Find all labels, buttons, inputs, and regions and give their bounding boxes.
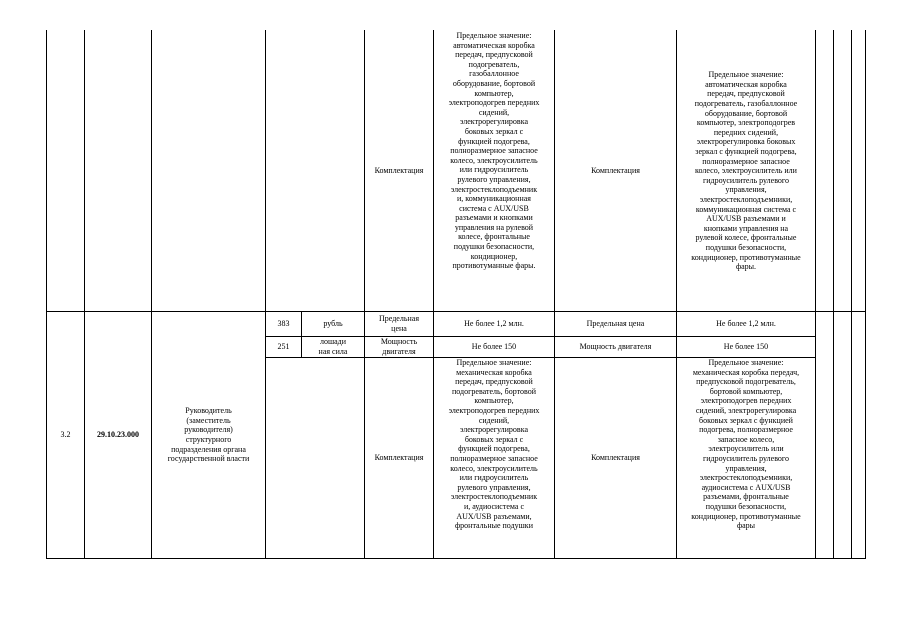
item-number: 3.2: [60, 430, 71, 440]
equipment-3-2-label-right: Комплектация: [591, 453, 640, 463]
grid-line: [265, 30, 266, 559]
power-label-right: Мощность двигателя: [579, 342, 652, 352]
grid-line: [815, 30, 816, 559]
grid-line: [865, 30, 866, 559]
grid-line: [851, 30, 852, 559]
price-label-right: Предельная цена: [586, 319, 645, 329]
power-value-right: Не более 150: [723, 342, 769, 352]
equipment-label-left: Комплектация: [374, 166, 424, 176]
equipment-limit-text-left: Предельное значение: автоматическая коробка передач, предпусковой подогреватель, газобаллонное оборудование, бортовой компьютер, электроподогрев передних сидений, электрорегулировка боковых зеркал с функцией подогрева, полноразмерное запасное колесо, электроусилитель или гидроусилитель рулевого управления, электростеклоподъемник и, коммуникационная система с AUX/USB разъемами и кнопками управления на рулевой колесе, фронтальные подушки безопасности, кондиционер, противотуманные фары.: [448, 31, 540, 271]
equipment-3-2-limit-text-right: Предельное значение: механическая коробка передач, предпусковой подогреватель, бортовой компьютер, электроподогрев передних сидений, электрорегулировка боковых зеркал с функцией подогрева, полноразмерное запасное колесо, электроусилитель или гидроусилитель рулевого управления, электростеклоподъемники, аудиосистема с AUX/USB разъемами, фронтальные подушки безопасности, кондиционер, противотуманные фары: [691, 358, 801, 531]
power-value-left: Не более 150: [471, 342, 517, 352]
price-unit-name: рубль: [323, 319, 343, 329]
grid-line: [833, 30, 834, 559]
item-code: 29.10.23.000: [97, 430, 139, 440]
price-label-left: Предельная цена: [379, 314, 419, 333]
equipment-label-right: Комплектация: [591, 166, 640, 176]
price-unit-code: 383: [277, 319, 290, 329]
power-label-left: Мощность двигателя: [380, 337, 418, 356]
power-unit-name: лошади ная сила: [318, 337, 348, 356]
power-unit-code: 251: [277, 342, 290, 352]
grid-line: [46, 558, 865, 559]
price-value-left: Не более 1,2 млн.: [464, 319, 524, 329]
equipment-limit-text-right: Предельное значение: автоматическая коробка передач, предпусковой подогреватель, газобаллонное оборудование, бортовой компьютер, электроподогрев передних сидений, электрорегулировка боковых зеркал с функцией подогрева, полноразмерное запасное колесо, электроусилитель или гидроусилитель рулевого управления, электростеклоподъемники, коммуникационная система с AUX/USB разъемами и кнопками управления на рулевой колесе, фронтальные подушки безопасности, кондиционер, противотуманные фары.: [691, 70, 801, 272]
position-title: Руководитель (заместитель руководителя) структурного подразделения органа государственной власти: [167, 406, 250, 464]
equipment-3-2-label-left: Комплектация: [374, 453, 424, 463]
price-value-right: Не более 1,2 млн.: [716, 319, 776, 329]
equipment-3-2-limit-text-left: Предельное значение: механическая коробка передач, предпусковой подогреватель, бортовой компьютер, электроподогрев передних сидений, электрорегулировка боковых зеркал с функцией подогрева, полноразмерное запасное колесо, электроусилитель или гидроусилитель рулевого управления, электростеклоподъемник и, аудиосистема с AUX/USB разъемами, фронтальные подушки: [448, 358, 540, 531]
